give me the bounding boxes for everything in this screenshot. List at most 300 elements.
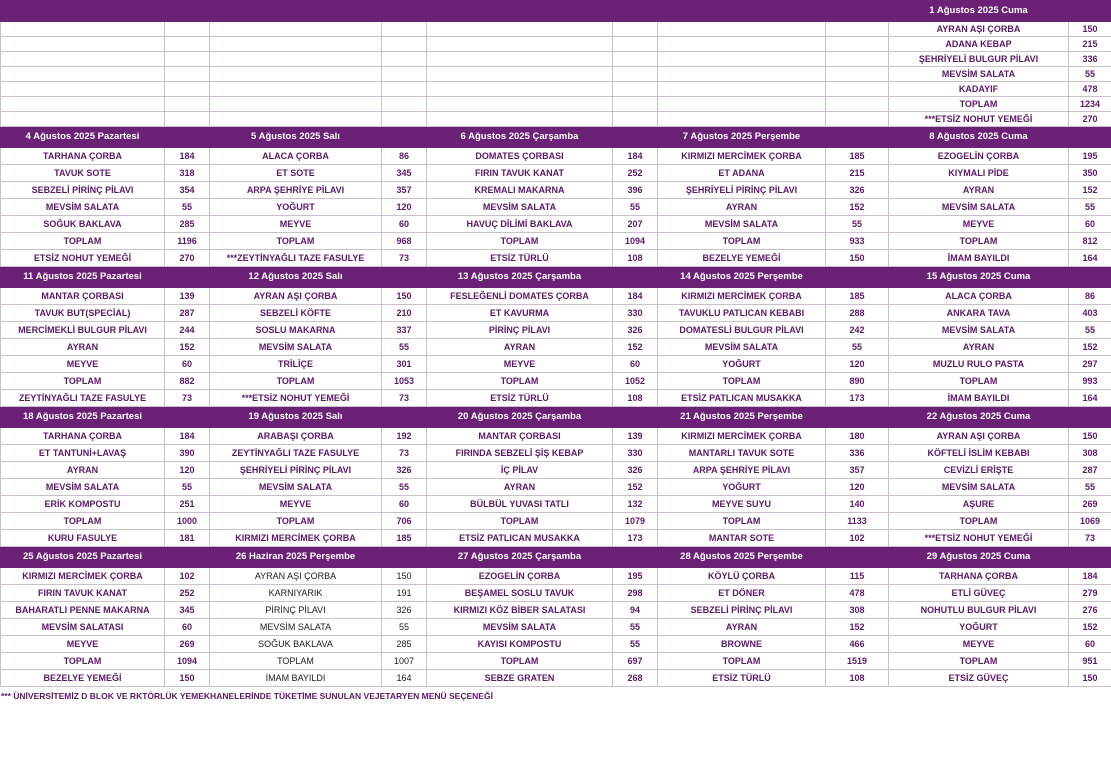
empty-cell: [826, 37, 889, 52]
empty-cell: [826, 112, 889, 127]
table-row: [1, 52, 1111, 67]
dish-name: SEBZE GRATEN: [427, 670, 613, 687]
dish-calories: 55: [382, 339, 427, 356]
dish-name: TRİLİÇE: [210, 356, 382, 373]
dish-calories: 244: [165, 322, 210, 339]
table-row: [1, 462, 1111, 479]
day-title: 12 Ağustos 2025 Salı: [210, 267, 382, 288]
dish-name: ETSİZ TÜRLÜ: [427, 250, 613, 267]
dish-calories: 73: [1069, 530, 1111, 547]
dish-calories: 1234: [1069, 97, 1111, 112]
table-row: [1, 568, 1111, 585]
day-title-spacer: [613, 547, 658, 568]
dish-calories: 288: [826, 305, 889, 322]
dish-calories: 152: [1069, 182, 1111, 199]
dish-name: ADANA KEBAP: [889, 37, 1069, 52]
empty-cell: [427, 67, 613, 82]
dish-calories: 1196: [165, 233, 210, 250]
dish-name: ETSİZ NOHUT YEMEĞİ: [1, 250, 165, 267]
dish-name: MEVSİM SALATA: [427, 199, 613, 216]
empty-cell: [210, 82, 382, 97]
dish-name: MEVSİM SALATA: [889, 199, 1069, 216]
dish-calories: 185: [382, 530, 427, 547]
dish-calories: 242: [826, 322, 889, 339]
dish-name: KÖYLÜ ÇORBA: [658, 568, 826, 585]
dish-calories: 150: [1069, 670, 1111, 687]
dish-calories: 968: [382, 233, 427, 250]
dish-name: ALACA ÇORBA: [889, 288, 1069, 305]
day-title-spacer: [1069, 407, 1111, 428]
dish-name: KAYISI KOMPOSTU: [427, 636, 613, 653]
dish-calories: 706: [382, 513, 427, 530]
dish-name: SEBZELİ PİRİNÇ PİLAVI: [658, 602, 826, 619]
table-row: [1, 97, 1111, 112]
dish-name: TOPLAM: [427, 513, 613, 530]
dish-calories: 164: [1069, 390, 1111, 407]
dish-calories: 1053: [382, 373, 427, 390]
day-title-spacer: [1069, 267, 1111, 288]
table-row: [1, 670, 1111, 687]
dish-calories: 269: [1069, 496, 1111, 513]
table-row: [1, 339, 1111, 356]
dish-name: TOPLAM: [427, 373, 613, 390]
dish-calories: 326: [382, 602, 427, 619]
dish-name: MANTARLI TAVUK SOTE: [658, 445, 826, 462]
dish-calories: 297: [1069, 356, 1111, 373]
dish-calories: 285: [382, 636, 427, 653]
empty-cell: [658, 112, 826, 127]
dish-name: MEVSİM SALATA: [210, 479, 382, 496]
dish-name: TAVUKLU PATLICAN KEBABI: [658, 305, 826, 322]
dish-name: MEYVE: [889, 636, 1069, 653]
dish-calories: 185: [826, 288, 889, 305]
day-title: 4 Ağustos 2025 Pazartesi: [1, 127, 165, 148]
empty-cell: [826, 52, 889, 67]
dish-calories: 812: [1069, 233, 1111, 250]
dish-calories: 184: [613, 148, 658, 165]
dish-calories: 336: [1069, 52, 1111, 67]
dish-name: KREMALI MAKARNA: [427, 182, 613, 199]
dish-calories: 1133: [826, 513, 889, 530]
empty-cell: [165, 22, 210, 37]
day-title-spacer: [826, 267, 889, 288]
dish-calories: 55: [1069, 322, 1111, 339]
dish-calories: 185: [826, 148, 889, 165]
dish-name: HAVUÇ DİLİMİ BAKLAVA: [427, 216, 613, 233]
dish-name: TOPLAM: [1, 373, 165, 390]
dish-calories: 993: [1069, 373, 1111, 390]
dish-name: AYRAN AŞI ÇORBA: [210, 568, 382, 585]
table-row: [1, 530, 1111, 547]
day-title: 15 Ağustos 2025 Cuma: [889, 267, 1069, 288]
day-title: 1 Ağustos 2025 Cuma: [889, 1, 1069, 22]
dish-calories: 951: [1069, 653, 1111, 670]
dish-name: BEZELYE YEMEĞİ: [1, 670, 165, 687]
dish-calories: 140: [826, 496, 889, 513]
dish-name: TOPLAM: [210, 373, 382, 390]
dish-name: ZEYTİNYAĞLI TAZE FASULYE: [1, 390, 165, 407]
table-row: [1, 199, 1111, 216]
dish-name: KIRMIZI KÖZ BİBER SALATASI: [427, 602, 613, 619]
dish-calories: 60: [165, 619, 210, 636]
dish-name: MEVSİM SALATA: [1, 479, 165, 496]
dish-calories: 139: [613, 428, 658, 445]
empty-cell: [826, 22, 889, 37]
dish-name: BEŞAMEL SOSLU TAVUK: [427, 585, 613, 602]
week-header-row: [1, 547, 1111, 568]
dish-calories: 252: [165, 585, 210, 602]
empty-cell: [382, 67, 427, 82]
table-row: [1, 496, 1111, 513]
table-row: [1, 619, 1111, 636]
empty-cell: [1, 97, 165, 112]
dish-name: MEVSİM SALATA: [658, 339, 826, 356]
dish-name: SEBZELİ KÖFTE: [210, 305, 382, 322]
dish-name: AYRAN: [658, 619, 826, 636]
dish-name: DOMATESLİ BULGUR PİLAVI: [658, 322, 826, 339]
empty-cell: [382, 82, 427, 97]
table-row: [1, 373, 1111, 390]
dish-calories: 152: [165, 339, 210, 356]
day-title-spacer: [165, 407, 210, 428]
dish-name: ARABAŞI ÇORBA: [210, 428, 382, 445]
dish-calories: 152: [826, 199, 889, 216]
dish-name: AYRAN: [1, 339, 165, 356]
dish-calories: 330: [613, 445, 658, 462]
dish-name: TOPLAM: [210, 513, 382, 530]
dish-name: ZEYTİNYAĞLI TAZE FASULYE: [210, 445, 382, 462]
dish-name: FIRIN TAVUK KANAT: [427, 165, 613, 182]
empty-cell: [613, 67, 658, 82]
dish-name: MEYVE: [1, 356, 165, 373]
dish-name: ARPA ŞEHRİYE PİLAVI: [210, 182, 382, 199]
dish-calories: 308: [826, 602, 889, 619]
dish-calories: 403: [1069, 305, 1111, 322]
dish-calories: 55: [382, 619, 427, 636]
dish-calories: 1069: [1069, 513, 1111, 530]
dish-calories: 298: [613, 585, 658, 602]
dish-name: TOPLAM: [427, 233, 613, 250]
dish-calories: 164: [1069, 250, 1111, 267]
dish-calories: 1007: [382, 653, 427, 670]
table-row: [1, 182, 1111, 199]
dish-calories: 152: [1069, 339, 1111, 356]
day-title: 6 Ağustos 2025 Çarşamba: [427, 127, 613, 148]
empty-cell: [1, 52, 165, 67]
day-title: 25 Ağustos 2025 Pazartesi: [1, 547, 165, 568]
dish-calories: 150: [382, 568, 427, 585]
dish-calories: 357: [826, 462, 889, 479]
day-title-spacer: [613, 127, 658, 148]
dish-name: KARNIYARIK: [210, 585, 382, 602]
dish-calories: 215: [1069, 37, 1111, 52]
day-title-spacer: [613, 1, 658, 22]
dish-calories: 164: [382, 670, 427, 687]
table-row: [1, 148, 1111, 165]
dish-name: MEVSİM SALATA: [210, 339, 382, 356]
dish-name: SOSLU MAKARNA: [210, 322, 382, 339]
dish-name: ERİK KOMPOSTU: [1, 496, 165, 513]
dish-calories: 308: [1069, 445, 1111, 462]
table-row: [1, 288, 1111, 305]
dish-calories: 184: [1069, 568, 1111, 585]
empty-cell: [613, 112, 658, 127]
empty-day-title: [658, 1, 826, 22]
dish-name: AYRAN: [427, 339, 613, 356]
dish-name: MERCİMEKLİ BULGUR PİLAVI: [1, 322, 165, 339]
empty-cell: [165, 67, 210, 82]
dish-calories: 1094: [613, 233, 658, 250]
day-title: 28 Ağustos 2025 Perşembe: [658, 547, 826, 568]
dish-calories: 336: [826, 445, 889, 462]
empty-cell: [1, 67, 165, 82]
dish-name: İMAM BAYILDI: [889, 250, 1069, 267]
dish-calories: 180: [826, 428, 889, 445]
empty-cell: [658, 97, 826, 112]
dish-name: AYRAN: [658, 199, 826, 216]
week-header-row: [1, 407, 1111, 428]
table-row: [1, 445, 1111, 462]
dish-name: TOPLAM: [1, 513, 165, 530]
dish-calories: 184: [165, 428, 210, 445]
dish-name: ***ETSİZ NOHUT YEMEĞİ: [889, 112, 1069, 127]
empty-day-title: [427, 1, 613, 22]
dish-name: MEYVE: [427, 356, 613, 373]
dish-name: ŞEHRİYELİ PİRİNÇ PİLAVI: [658, 182, 826, 199]
dish-calories: 120: [826, 479, 889, 496]
dish-calories: 102: [165, 568, 210, 585]
empty-cell: [613, 82, 658, 97]
day-title: 5 Ağustos 2025 Salı: [210, 127, 382, 148]
dish-name: YOĞURT: [210, 199, 382, 216]
dish-name: KIRMIZI MERCİMEK ÇORBA: [658, 288, 826, 305]
empty-cell: [1, 82, 165, 97]
dish-calories: 326: [613, 322, 658, 339]
empty-cell: [427, 22, 613, 37]
dish-name: MEVSİM SALATA: [889, 67, 1069, 82]
empty-cell: [382, 52, 427, 67]
dish-calories: 396: [613, 182, 658, 199]
dish-name: ALACA ÇORBA: [210, 148, 382, 165]
dish-name: AYRAN: [1, 462, 165, 479]
dish-calories: 120: [165, 462, 210, 479]
dish-name: ET KAVURMA: [427, 305, 613, 322]
dish-name: KIRMIZI MERCİMEK ÇORBA: [658, 428, 826, 445]
dish-calories: 115: [826, 568, 889, 585]
dish-calories: 330: [613, 305, 658, 322]
empty-cell: [826, 67, 889, 82]
dish-calories: 132: [613, 496, 658, 513]
dish-name: TOPLAM: [658, 653, 826, 670]
dish-calories: 102: [826, 530, 889, 547]
dish-name: ETSİZ GÜVEÇ: [889, 670, 1069, 687]
dish-name: TOPLAM: [889, 373, 1069, 390]
dish-name: ***ETSİZ NOHUT YEMEĞİ: [210, 390, 382, 407]
dish-name: ŞEHRİYELİ PİRİNÇ PİLAVI: [210, 462, 382, 479]
dish-calories: 55: [613, 619, 658, 636]
day-title: 11 Ağustos 2025 Pazartesi: [1, 267, 165, 288]
empty-cell: [165, 97, 210, 112]
table-row: [1, 82, 1111, 97]
dish-name: ET SOTE: [210, 165, 382, 182]
dish-calories: 1519: [826, 653, 889, 670]
day-title-spacer: [1069, 547, 1111, 568]
week-header-row: [1, 1, 1111, 22]
dish-calories: 184: [613, 288, 658, 305]
empty-cell: [613, 37, 658, 52]
dish-calories: 252: [613, 165, 658, 182]
dish-name: BROWNE: [658, 636, 826, 653]
dish-calories: 73: [165, 390, 210, 407]
dish-calories: 276: [1069, 602, 1111, 619]
dish-name: SOĞUK BAKLAVA: [1, 216, 165, 233]
day-title: 27 Ağustos 2025 Çarşamba: [427, 547, 613, 568]
dish-name: TOPLAM: [658, 373, 826, 390]
dish-name: KIYMALI PİDE: [889, 165, 1069, 182]
dish-calories: 326: [826, 182, 889, 199]
dish-calories: 390: [165, 445, 210, 462]
day-title-spacer: [826, 1, 889, 22]
dish-calories: 357: [382, 182, 427, 199]
dish-calories: 251: [165, 496, 210, 513]
dish-calories: 326: [613, 462, 658, 479]
dish-name: TOPLAM: [889, 233, 1069, 250]
dish-name: ETSİZ TÜRLÜ: [658, 670, 826, 687]
dish-name: PİRİNÇ PİLAVI: [427, 322, 613, 339]
dish-calories: 279: [1069, 585, 1111, 602]
dish-calories: 270: [1069, 112, 1111, 127]
dish-calories: 60: [1069, 636, 1111, 653]
dish-name: MEYVE: [210, 496, 382, 513]
dish-calories: 268: [613, 670, 658, 687]
day-title-spacer: [613, 407, 658, 428]
dish-name: KÖFTELİ İSLİM KEBABI: [889, 445, 1069, 462]
dish-calories: 108: [613, 250, 658, 267]
dish-calories: 210: [382, 305, 427, 322]
dish-calories: 195: [613, 568, 658, 585]
dish-name: ŞEHRİYELİ BULGUR PİLAVI: [889, 52, 1069, 67]
table-row: [1, 602, 1111, 619]
dish-calories: 173: [826, 390, 889, 407]
table-row: [1, 216, 1111, 233]
dish-name: ETSİZ PATLICAN MUSAKKA: [658, 390, 826, 407]
dish-name: MEVSİM SALATA: [427, 619, 613, 636]
dish-name: ***ETSİZ NOHUT YEMEĞİ: [889, 530, 1069, 547]
day-title-spacer: [165, 1, 210, 22]
empty-cell: [658, 52, 826, 67]
table-row: [1, 233, 1111, 250]
dish-calories: 152: [613, 339, 658, 356]
dish-name: YOĞURT: [658, 356, 826, 373]
dish-calories: 60: [382, 216, 427, 233]
dish-calories: 215: [826, 165, 889, 182]
day-title: 7 Ağustos 2025 Perşembe: [658, 127, 826, 148]
day-title: 22 Ağustos 2025 Cuma: [889, 407, 1069, 428]
dish-name: AYRAN: [889, 182, 1069, 199]
dish-name: TOPLAM: [889, 97, 1069, 112]
dish-calories: 152: [826, 619, 889, 636]
dish-calories: 55: [1069, 199, 1111, 216]
empty-cell: [1, 112, 165, 127]
empty-cell: [1, 37, 165, 52]
dish-name: KADAYIF: [889, 82, 1069, 97]
dish-name: EZOGELİN ÇORBA: [427, 568, 613, 585]
day-title: 29 Ağustos 2025 Cuma: [889, 547, 1069, 568]
dish-calories: 60: [1069, 216, 1111, 233]
dish-name: AYRAN AŞI ÇORBA: [889, 428, 1069, 445]
day-title-spacer: [826, 127, 889, 148]
empty-cell: [382, 37, 427, 52]
dish-name: TARHANA ÇORBA: [1, 428, 165, 445]
dish-name: MEYVE: [210, 216, 382, 233]
day-title-spacer: [382, 267, 427, 288]
day-title-spacer: [826, 547, 889, 568]
dish-name: TOPLAM: [210, 233, 382, 250]
dish-calories: 73: [382, 445, 427, 462]
day-title-spacer: [165, 267, 210, 288]
dish-name: İMAM BAYILDI: [210, 670, 382, 687]
empty-cell: [427, 97, 613, 112]
dish-calories: 150: [165, 670, 210, 687]
dish-name: TOPLAM: [658, 513, 826, 530]
day-title: 14 Ağustos 2025 Perşembe: [658, 267, 826, 288]
dish-calories: 301: [382, 356, 427, 373]
dish-name: AYRAN AŞI ÇORBA: [889, 22, 1069, 37]
week-header-row: [1, 127, 1111, 148]
dish-name: TOPLAM: [1, 653, 165, 670]
empty-cell: [427, 37, 613, 52]
dish-name: TOPLAM: [889, 653, 1069, 670]
dish-name: YOĞURT: [658, 479, 826, 496]
dish-calories: 345: [382, 165, 427, 182]
dish-name: MANTAR ÇORBASI: [1, 288, 165, 305]
dish-calories: 55: [613, 636, 658, 653]
dish-name: ETSİZ PATLICAN MUSAKKA: [427, 530, 613, 547]
dish-name: MEVSİM SALATA: [1, 199, 165, 216]
dish-calories: 150: [826, 250, 889, 267]
dish-name: MEYVE: [1, 636, 165, 653]
dish-name: AYRAN: [427, 479, 613, 496]
dish-name: TOPLAM: [889, 513, 1069, 530]
dish-calories: 285: [165, 216, 210, 233]
table-row: [1, 37, 1111, 52]
empty-cell: [658, 37, 826, 52]
table-row: [1, 356, 1111, 373]
dish-name: MANTAR SOTE: [658, 530, 826, 547]
day-title: 13 Ağustos 2025 Çarşamba: [427, 267, 613, 288]
day-title: 20 Ağustos 2025 Çarşamba: [427, 407, 613, 428]
empty-cell: [427, 82, 613, 97]
table-row: [1, 653, 1111, 670]
empty-cell: [210, 67, 382, 82]
dish-name: FIRINDA SEBZELİ ŞİŞ KEBAP: [427, 445, 613, 462]
dish-name: ARPA ŞEHRİYE PİLAVI: [658, 462, 826, 479]
dish-name: KIRMIZI MERCİMEK ÇORBA: [210, 530, 382, 547]
dish-name: ET ADANA: [658, 165, 826, 182]
dish-calories: 86: [1069, 288, 1111, 305]
dish-calories: 152: [613, 479, 658, 496]
dish-calories: 287: [1069, 462, 1111, 479]
dish-name: ETLİ GÜVEÇ: [889, 585, 1069, 602]
empty-cell: [427, 112, 613, 127]
dish-calories: 207: [613, 216, 658, 233]
empty-cell: [427, 52, 613, 67]
empty-cell: [165, 112, 210, 127]
empty-cell: [210, 112, 382, 127]
empty-cell: [165, 37, 210, 52]
dish-name: AŞURE: [889, 496, 1069, 513]
dish-name: MUZLU RULO PASTA: [889, 356, 1069, 373]
